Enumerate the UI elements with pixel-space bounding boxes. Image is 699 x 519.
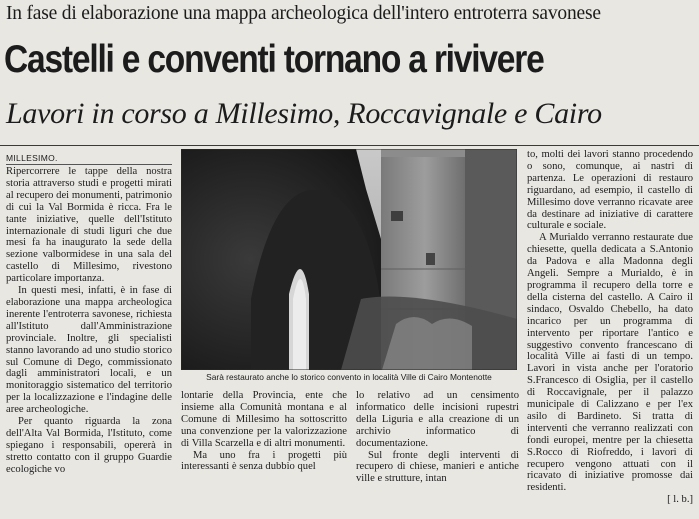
headline: Castelli e conventi tornano a rivivere xyxy=(4,38,544,81)
kicker: In fase di elaborazione una mappa archeologica dell'intero entroterra savonese xyxy=(6,3,601,24)
paragraph: to, molti dei lavori stanno procedendo o sono, comunque, ai nastri di partenza. Le operazioni di restauro riguardano, ad esempio, il castello di Millesimo dove verranno ricavate aree da destinare ad iniziative di carattere culturale e sociale. xyxy=(527,149,693,232)
convent-ruins-image xyxy=(181,149,517,370)
column-3 xyxy=(356,390,519,516)
column-2 xyxy=(181,390,347,516)
author-signature: [ l. b.] xyxy=(667,494,693,506)
paragraph: Per quanto riguarda la zona dell'Alta Val Bormida, l'Istituto, come spiegano i responsabili, opererà in stretto contatto con il gruppo Guardie ecologiche vo xyxy=(6,416,172,475)
column-1 xyxy=(6,166,172,516)
column-4 xyxy=(527,149,693,517)
photo-caption: Sarà restaurato anche lo storico convento in località Ville di Cairo Montenotte xyxy=(206,372,492,382)
subhead: Lavori in corso a Millesimo, Roccavignale e Cairo xyxy=(6,97,602,130)
convent-photo xyxy=(181,149,517,370)
paragraph: lontarie della Provincia, ente che insieme alla Comunità montana e al Comune di Millesimo ha sottoscritto una convenzione per la valorizzazione di Villa Scarzella e di altri monumenti. xyxy=(181,390,347,449)
top-rule xyxy=(0,145,699,146)
paragraph: A Murialdo verranno restaurate due chiesette, quella dedicata a S.Antonio da Padova e alla Madonna degli Angeli. Sempre a Murialdo, è in programma il recupero della torre e della cisterna del castello. A Cairo il sindaco, Osvaldo Chebello, ha dato incarico per un programma di intervento per riportare l'antico e suggestivo convento francescano di località Ville ai fasti di un tempo. Lavori in vista anche per l'oratorio S.Francesco di Osiglia, per il castello di Roccavignale, per il palazzo municipale di Calizzano e per l'ex asilo di Bardineto. Si tratta di interventi che verranno realizzati con fondi europei, mentre per la chiesetta S.Rocco di Riofreddo, i lavori di recupero vengono attuati con il ricavato di iniziative promosse dai residenti. xyxy=(527,232,693,494)
paragraph: lo relativo ad un censimento informatico delle incisioni rupestri della Liguria e alla creazione di un archivio informatico di documentazione. xyxy=(356,390,519,449)
paragraph: Ripercorrere le tappe della nostra storia attraverso studi e progetti mirati al recupero dei monumenti, patrimonio di cui la Val Bormida è ricca. Fra le tante iniziative, quelle dell'Istituto internazionale di studi liguri che due mesi fa ha inaugurato la sede della sezione valbormidese in una sala del castello di Millesimo, rivestono particolare importanza. xyxy=(6,166,172,285)
paragraph: In questi mesi, infatti, è in fase di elaborazione una mappa archeologica inerente l'entroterra savonese, richiesta all'Istituto dall'Amministrazione provinciale. Inoltre, gli specialisti stanno lavorando ad uno studio storico sul Comune di Dego, commissionato dagli amministratori locali, e un monitoraggio sistematico del territorio per la localizzazione e l'indagine delle aree archeologiche. xyxy=(6,285,172,416)
paragraph: Sul fronte degli interventi di recupero di chiese, manieri e antiche ville e strutture, intan xyxy=(356,449,519,485)
dateline: MILLESIMO. xyxy=(6,153,172,165)
paragraph: Ma uno fra i progetti più interessanti è senza dubbio quel xyxy=(181,449,347,473)
